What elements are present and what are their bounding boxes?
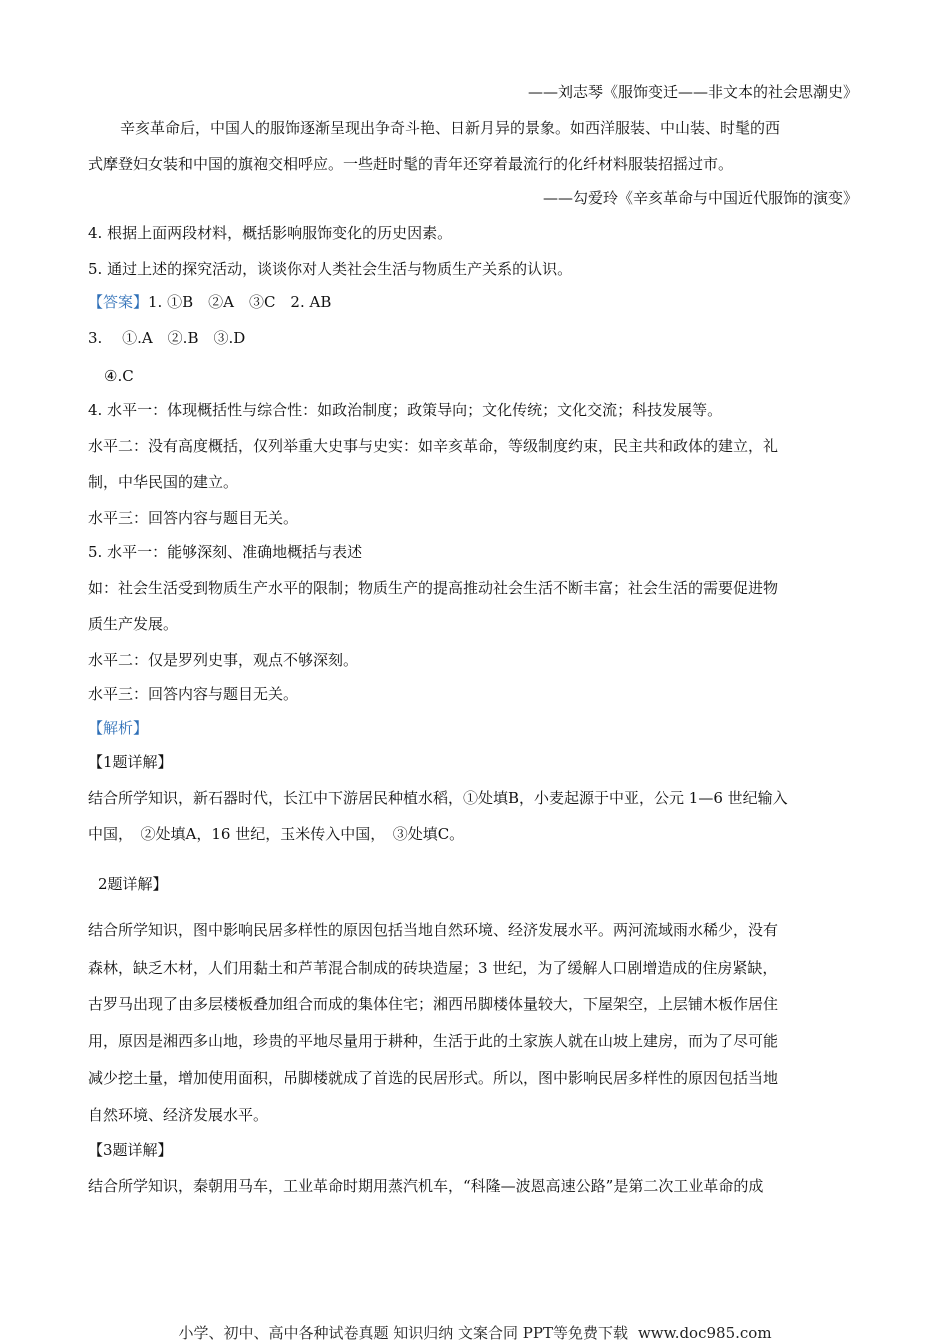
answer-4-line-3: 制，中华民国的建立。: [88, 473, 239, 491]
analysis-tag: 【解析】: [88, 719, 149, 737]
detail-1-line-1: 结合所学知识，新石器时代，长江中下游居民种植水稻，①处填B，小麦起源于中亚，公元 1—6 世纪输入: [88, 789, 788, 807]
answer-3-line-2: ④.C: [104, 367, 134, 385]
question-4: 4. 根据上面两段材料，概括影响服饰变化的历史因素。: [88, 224, 453, 242]
detail-3-heading: 【3题详解】: [88, 1141, 173, 1159]
source-citation-1: ——刘志琴《服饰变迁——非文本的社会思潮史》: [527, 83, 858, 101]
detail-2-line-4: 用，原因是湘西多山地，珍贵的平地尽量用于耕种，生活于此的土家族人就在山坡上建房，而为了尽可能: [88, 1032, 779, 1050]
detail-3-line-1: 结合所学知识，秦朝用马车，工业革命时期用蒸汽机车，“科隆—波恩高速公路”是第二次工业革命的成: [88, 1177, 764, 1195]
detail-1-heading: 【1题详解】: [88, 753, 173, 771]
detail-2-line-6: 自然环境、经济发展水平。: [88, 1106, 269, 1124]
detail-2-heading: 2题详解】: [98, 875, 168, 893]
material-2-line-2: 式摩登妇女装和中国的旗袍交相呼应。一些赶时髦的青年还穿着最流行的化纤材料服装招摇过市。: [88, 155, 734, 173]
detail-2-line-1: 结合所学知识，图中影响民居多样性的原因包括当地自然环境、经济发展水平。两河流域雨水稀少，没有: [88, 921, 779, 939]
material-2-line-1: 辛亥革命后，中国人的服饰逐渐呈现出争奇斗艳、日新月异的景象。如西洋服装、中山装、时髦的西: [120, 119, 781, 137]
answer-tag: 【答案】: [88, 293, 149, 311]
footer-text: 小学、初中、高中各种试卷真题 知识归纳 文案合同 PPT等免费下载: [178, 1324, 628, 1342]
detail-2-line-2: 森林，缺乏木材，人们用黏土和芦苇混合制成的砖块造屋；3 世纪，为了缓解人口剧增造成的住房紧缺，: [88, 959, 778, 977]
answer-line-1: [88, 292, 858, 312]
answer-4-line-2: 水平二：没有高度概括，仅列举重大史事与史实：如辛亥革命，等级制度约束，民主共和政体的建立，礼: [88, 437, 779, 455]
answer-5-line-2: 如：社会生活受到物质生产水平的限制；物质生产的提高推动社会生活不断丰富；社会生活的需要促进物: [88, 579, 779, 597]
answer-5-line-1: 5. 水平一：能够深刻、准确地概括与表述: [88, 543, 363, 561]
answer-5-line-5: 水平三：回答内容与题目无关。: [88, 685, 299, 703]
detail-2-line-3: 古罗马出现了由多层楼板叠加组合而成的集体住宅；湘西吊脚楼体量较大，下屋架空，上层铺木板作居住: [88, 995, 779, 1013]
answer-5-line-4: 水平二：仅是罗列史事，观点不够深刻。: [88, 651, 359, 669]
question-5: 5. 通过上述的探究活动，谈谈你对人类社会生活与物质生产关系的认识。: [88, 260, 573, 278]
answer-4-line-4: 水平三：回答内容与题目无关。: [88, 509, 299, 527]
source-citation-2: ——勾爱玲《辛亥革命与中国近代服饰的演变》: [542, 189, 858, 207]
answer-4-line-1: 4. 水平一：体现概括性与综合性：如政治制度；政策导向；文化传统；文化交流；科技发展等。: [88, 401, 723, 419]
footer-site-link[interactable]: www.doc985.com: [637, 1324, 772, 1342]
detail-1-line-2: 中国， ②处填A，16 世纪，玉米传入中国， ③处填C。: [88, 825, 465, 843]
answer-1-2: 1. ①B ②A ③C 2. AB: [148, 293, 332, 311]
answer-3-line-1: 3. ①.A ②.B ③.D: [88, 329, 246, 347]
detail-2-line-5: 减少挖土量，增加使用面积，吊脚楼就成了首选的民居形式。所以，图中影响民居多样性的原因包括当地: [88, 1069, 779, 1087]
page-footer: [0, 1322, 950, 1343]
answer-5-line-3: 质生产发展。: [88, 615, 179, 633]
